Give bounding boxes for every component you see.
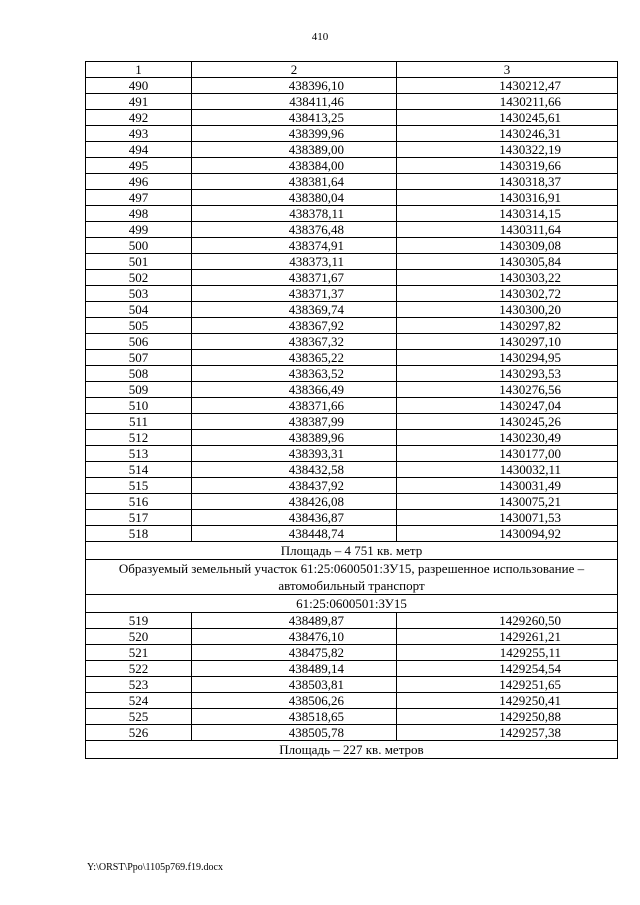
y-coordinate-cell: 1430071,53 (397, 510, 618, 526)
point-number-cell: 526 (86, 725, 192, 741)
table-row (86, 222, 618, 238)
footer-file-path: Y:\ORST\Ppo\1105p769.f19.docx (87, 862, 223, 873)
point-number-cell: 491 (86, 94, 192, 110)
y-coordinate-cell: 1429261,21 (397, 629, 618, 645)
table-header-row (86, 62, 618, 78)
table-row (86, 238, 618, 254)
x-coordinate-cell: 438426,08 (192, 494, 397, 510)
parcel-description-row (86, 560, 618, 595)
x-coordinate-cell: 438505,78 (192, 725, 397, 741)
x-coordinate-cell: 438374,91 (192, 238, 397, 254)
y-coordinate-cell: 1430212,47 (397, 78, 618, 94)
point-number-cell: 517 (86, 510, 192, 526)
point-number-cell: 519 (86, 613, 192, 629)
x-coordinate-cell: 438518,65 (192, 709, 397, 725)
x-coordinate-cell: 438389,96 (192, 430, 397, 446)
x-coordinate-cell: 438387,99 (192, 414, 397, 430)
x-coordinate-cell: 438367,32 (192, 334, 397, 350)
page-number: 410 (311, 31, 329, 43)
table-row (86, 494, 618, 510)
y-coordinate-cell: 1430075,21 (397, 494, 618, 510)
x-coordinate-cell: 438489,14 (192, 661, 397, 677)
point-number-cell: 504 (86, 302, 192, 318)
y-coordinate-cell: 1430246,31 (397, 126, 618, 142)
y-coordinate-cell: 1429251,65 (397, 677, 618, 693)
point-number-cell: 499 (86, 222, 192, 238)
table-row (86, 270, 618, 286)
point-number-cell: 495 (86, 158, 192, 174)
point-number-cell: 525 (86, 709, 192, 725)
table-row (86, 613, 618, 629)
table-row (86, 510, 618, 526)
point-number-cell: 522 (86, 661, 192, 677)
y-coordinate-cell: 1429255,11 (397, 645, 618, 661)
point-number-cell: 509 (86, 382, 192, 398)
table-row (86, 430, 618, 446)
header-x-coordinate: 2 (192, 62, 397, 78)
table-row (86, 725, 618, 741)
y-coordinate-cell: 1430309,08 (397, 238, 618, 254)
area-summary: Площадь – 4 751 кв. метр (86, 542, 618, 560)
table-row (86, 629, 618, 645)
area-summary: Площадь – 227 кв. метров (86, 741, 618, 759)
x-coordinate-cell: 438371,37 (192, 286, 397, 302)
header-point-number: 1 (86, 62, 192, 78)
x-coordinate-cell: 438384,00 (192, 158, 397, 174)
table-row (86, 190, 618, 206)
table-row (86, 462, 618, 478)
y-coordinate-cell: 1430247,04 (397, 398, 618, 414)
x-coordinate-cell: 438363,52 (192, 366, 397, 382)
point-number-cell: 512 (86, 430, 192, 446)
y-coordinate-cell: 1429250,88 (397, 709, 618, 725)
x-coordinate-cell: 438378,11 (192, 206, 397, 222)
point-number-cell: 515 (86, 478, 192, 494)
y-coordinate-cell: 1430297,82 (397, 318, 618, 334)
y-coordinate-cell: 1430032,11 (397, 462, 618, 478)
table-row (86, 526, 618, 542)
y-coordinate-cell: 1430245,61 (397, 110, 618, 126)
y-coordinate-cell: 1430211,66 (397, 94, 618, 110)
x-coordinate-cell: 438437,92 (192, 478, 397, 494)
point-number-cell: 500 (86, 238, 192, 254)
x-coordinate-cell: 438369,74 (192, 302, 397, 318)
table-row (86, 677, 618, 693)
x-coordinate-cell: 438389,00 (192, 142, 397, 158)
y-coordinate-cell: 1430276,56 (397, 382, 618, 398)
table-row (86, 126, 618, 142)
point-number-cell: 510 (86, 398, 192, 414)
table-row (86, 254, 618, 270)
y-coordinate-cell: 1430294,95 (397, 350, 618, 366)
table-row (86, 661, 618, 677)
parcel-description: Образуемый земельный участок 61:25:0600501:ЗУ15, разрешенное использование – автомобильный транспорт (86, 560, 618, 595)
point-number-cell: 497 (86, 190, 192, 206)
table-row (86, 398, 618, 414)
point-number-cell: 493 (86, 126, 192, 142)
table-row (86, 174, 618, 190)
point-number-cell: 520 (86, 629, 192, 645)
y-coordinate-cell: 1430177,00 (397, 446, 618, 462)
table-row (86, 446, 618, 462)
x-coordinate-cell: 438476,10 (192, 629, 397, 645)
table-row (86, 334, 618, 350)
point-number-cell: 505 (86, 318, 192, 334)
table-row (86, 206, 618, 222)
coordinates-table (85, 61, 618, 759)
x-coordinate-cell: 438381,64 (192, 174, 397, 190)
y-coordinate-cell: 1430297,10 (397, 334, 618, 350)
x-coordinate-cell: 438399,96 (192, 126, 397, 142)
y-coordinate-cell: 1430300,20 (397, 302, 618, 318)
y-coordinate-cell: 1430303,22 (397, 270, 618, 286)
y-coordinate-cell: 1430318,37 (397, 174, 618, 190)
table-row (86, 414, 618, 430)
x-coordinate-cell: 438448,74 (192, 526, 397, 542)
y-coordinate-cell: 1429260,50 (397, 613, 618, 629)
parcel-cadastral-number-row (86, 595, 618, 613)
table-row (86, 142, 618, 158)
point-number-cell: 521 (86, 645, 192, 661)
point-number-cell: 492 (86, 110, 192, 126)
x-coordinate-cell: 438475,82 (192, 645, 397, 661)
point-number-cell: 523 (86, 677, 192, 693)
point-number-cell: 501 (86, 254, 192, 270)
x-coordinate-cell: 438366,49 (192, 382, 397, 398)
table-row (86, 110, 618, 126)
point-number-cell: 502 (86, 270, 192, 286)
point-number-cell: 511 (86, 414, 192, 430)
x-coordinate-cell: 438373,11 (192, 254, 397, 270)
area-summary-row (86, 542, 618, 560)
x-coordinate-cell: 438367,92 (192, 318, 397, 334)
y-coordinate-cell: 1430322,19 (397, 142, 618, 158)
table-row (86, 286, 618, 302)
y-coordinate-cell: 1430302,72 (397, 286, 618, 302)
y-coordinate-cell: 1430305,84 (397, 254, 618, 270)
x-coordinate-cell: 438489,87 (192, 613, 397, 629)
table-row (86, 350, 618, 366)
x-coordinate-cell: 438411,46 (192, 94, 397, 110)
y-coordinate-cell: 1429254,54 (397, 661, 618, 677)
point-number-cell: 506 (86, 334, 192, 350)
y-coordinate-cell: 1430230,49 (397, 430, 618, 446)
point-number-cell: 514 (86, 462, 192, 478)
y-coordinate-cell: 1430316,91 (397, 190, 618, 206)
table-row (86, 318, 618, 334)
y-coordinate-cell: 1430319,66 (397, 158, 618, 174)
table-row (86, 693, 618, 709)
point-number-cell: 498 (86, 206, 192, 222)
y-coordinate-cell: 1430031,49 (397, 478, 618, 494)
y-coordinate-cell: 1430245,26 (397, 414, 618, 430)
y-coordinate-cell: 1429250,41 (397, 693, 618, 709)
table-row (86, 709, 618, 725)
x-coordinate-cell: 438371,67 (192, 270, 397, 286)
table-row (86, 94, 618, 110)
point-number-cell: 518 (86, 526, 192, 542)
x-coordinate-cell: 438365,22 (192, 350, 397, 366)
point-number-cell: 508 (86, 366, 192, 382)
point-number-cell: 503 (86, 286, 192, 302)
header-y-coordinate: 3 (397, 62, 618, 78)
y-coordinate-cell: 1430311,64 (397, 222, 618, 238)
point-number-cell: 490 (86, 78, 192, 94)
x-coordinate-cell: 438393,31 (192, 446, 397, 462)
table-row (86, 645, 618, 661)
point-number-cell: 524 (86, 693, 192, 709)
table-row (86, 78, 618, 94)
x-coordinate-cell: 438503,81 (192, 677, 397, 693)
area-summary-row (86, 741, 618, 759)
x-coordinate-cell: 438436,87 (192, 510, 397, 526)
y-coordinate-cell: 1430293,53 (397, 366, 618, 382)
table-row (86, 366, 618, 382)
y-coordinate-cell: 1430314,15 (397, 206, 618, 222)
table-row (86, 158, 618, 174)
y-coordinate-cell: 1429257,38 (397, 725, 618, 741)
x-coordinate-cell: 438506,26 (192, 693, 397, 709)
point-number-cell: 494 (86, 142, 192, 158)
table-row (86, 302, 618, 318)
x-coordinate-cell: 438380,04 (192, 190, 397, 206)
x-coordinate-cell: 438371,66 (192, 398, 397, 414)
x-coordinate-cell: 438413,25 (192, 110, 397, 126)
x-coordinate-cell: 438396,10 (192, 78, 397, 94)
table-row (86, 382, 618, 398)
table-row (86, 478, 618, 494)
x-coordinate-cell: 438376,48 (192, 222, 397, 238)
y-coordinate-cell: 1430094,92 (397, 526, 618, 542)
point-number-cell: 496 (86, 174, 192, 190)
point-number-cell: 513 (86, 446, 192, 462)
x-coordinate-cell: 438432,58 (192, 462, 397, 478)
parcel-cadastral-number: 61:25:0600501:ЗУ15 (86, 595, 618, 613)
point-number-cell: 516 (86, 494, 192, 510)
point-number-cell: 507 (86, 350, 192, 366)
